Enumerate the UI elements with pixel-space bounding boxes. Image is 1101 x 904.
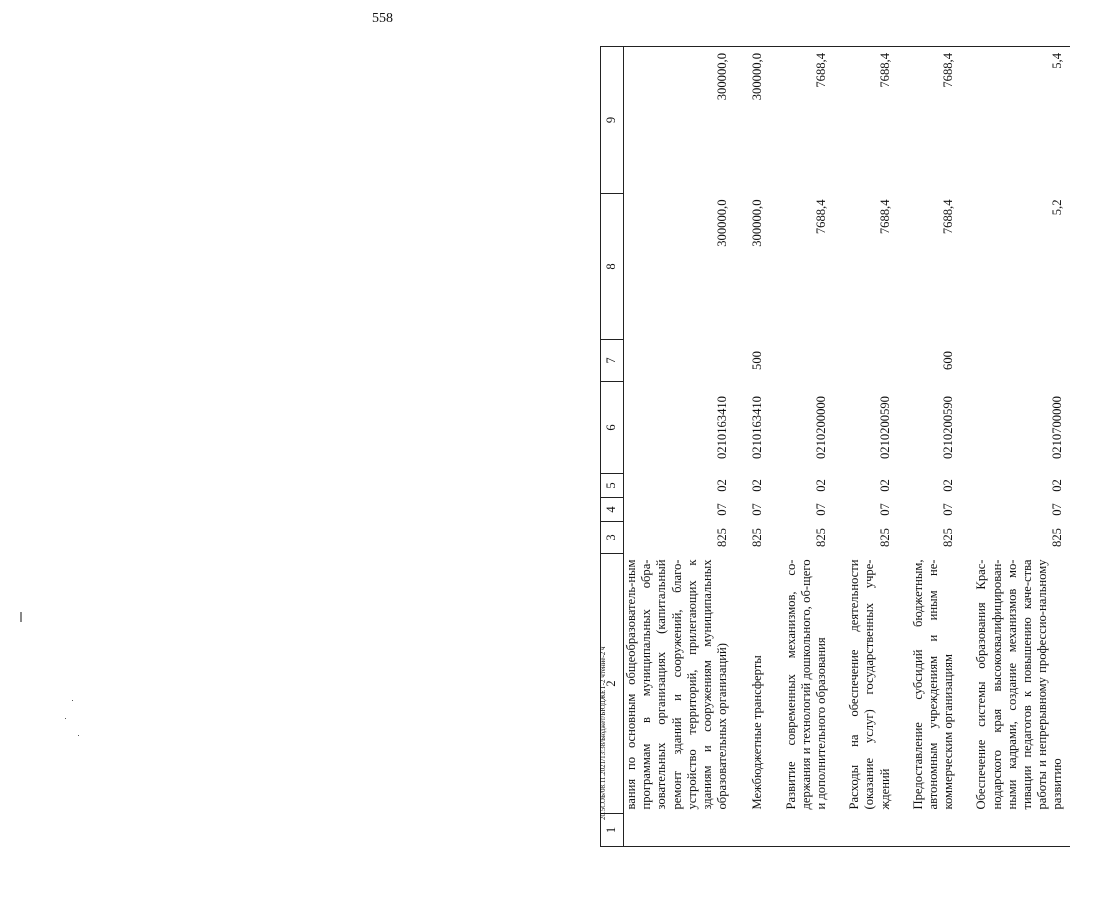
row-csr: 0210163410 (715, 396, 730, 459)
col-header-6: 6 (601, 382, 624, 474)
row-ved: 825 (941, 528, 956, 547)
col-header-5: 5 (601, 474, 624, 498)
table-cell-empty (624, 814, 735, 847)
row-rz: 07 (750, 503, 765, 516)
row-pr: 02 (1050, 479, 1065, 492)
row-pr: 02 (715, 479, 730, 492)
table-row (897, 47, 961, 847)
row-sum-8: 5,2 (1050, 199, 1065, 216)
row-pr: 02 (750, 479, 765, 492)
row-name: Расходы на обеспечение деятельности (оказание услуг) государственных учре-ждений (847, 559, 892, 810)
row-ved: 825 (750, 528, 765, 547)
row-sum-8: 7688,4 (941, 199, 956, 235)
table-cell-empty (897, 814, 961, 847)
row-ved: 825 (877, 528, 892, 547)
budget-table-page (600, 47, 1101, 847)
row-vr (833, 340, 897, 382)
row-name: вания по основным общеобразователь-ным программам в муниципальных обра-зовательных организациях (капитальный ремонт зданий и сооружений, благо-устройство территорий, прилегающих к зданиям и сооружениям муниципальных образовательных организаций) (624, 559, 730, 810)
row-rz: 07 (715, 503, 730, 516)
table-row (734, 47, 769, 847)
row-vr (624, 340, 735, 382)
col-header-4: 4 (601, 498, 624, 522)
row-vr (960, 340, 1069, 382)
row-pr: 02 (877, 479, 892, 492)
row-rz: 07 (877, 503, 892, 516)
row-csr: 0210700000 (1050, 396, 1065, 459)
table-cell-empty (734, 814, 769, 847)
row-csr: 0210200590 (941, 396, 956, 459)
row-sum-8: 7688,4 (877, 199, 892, 235)
scan-mark (20, 612, 22, 622)
row-sum-9: 7688,4 (833, 47, 897, 194)
row-vr: 600 (941, 351, 956, 370)
scan-dot (65, 718, 66, 719)
footer-code: 20.5СОБ/08.11.2021/13:38/Бюджет/БЮДЖЕТ-2 чтение-2 ч (599, 646, 607, 820)
row-name: Предоставление субсидий бюджетным, автономным учреждениям и иным не-коммерческим организациям (910, 559, 956, 810)
scan-dot (78, 735, 79, 736)
col-header-7: 7 (601, 340, 624, 382)
col-header-8: 8 (601, 194, 624, 340)
row-sum-9: 300000,0 (624, 47, 735, 194)
table-row (770, 47, 834, 847)
row-name: Развитие современных механизмов, со-держания и технологий дошкольного, об-щего и дополнительного образования (783, 559, 829, 810)
row-rz: 07 (814, 503, 829, 516)
row-pr: 02 (814, 479, 829, 492)
row-csr: 0210200590 (877, 396, 892, 459)
table-row (960, 47, 1069, 847)
row-ved: 825 (715, 528, 730, 547)
table-cell-empty (770, 814, 834, 847)
row-sum-9: 7688,4 (770, 47, 834, 194)
row-sum-8: 300000,0 (750, 199, 765, 247)
row-rz: 07 (1050, 503, 1065, 516)
row-sum-8: 7688,4 (814, 199, 829, 235)
table-cell-empty (960, 814, 1069, 847)
budget-table (600, 46, 1070, 847)
row-name: Обеспечение системы образования Крас-нодарского края высококвалифицирован-ными кадрами, создание механизмов мо-тивации педагогов к повышению каче-ства работы и непрерывному профессио-нальному развитию (974, 559, 1065, 810)
row-sum-9: 7688,4 (897, 47, 961, 194)
row-sum-9: 300000,0 (734, 47, 769, 194)
row-rz: 07 (941, 503, 956, 516)
col-header-9: 9 (601, 47, 624, 194)
row-ved: 825 (1050, 528, 1065, 547)
row-csr: 0210163410 (750, 396, 765, 459)
table-row (624, 47, 735, 847)
col-header-2: 2 (601, 554, 624, 814)
col-header-3: 3 (601, 522, 624, 554)
row-ved: 825 (814, 528, 829, 547)
col-header-1: 1 (601, 814, 624, 847)
page-number: 558 (372, 11, 393, 26)
row-sum-9: 5,4 (960, 47, 1069, 194)
row-pr: 02 (941, 479, 956, 492)
row-sum-8: 300000,0 (715, 199, 730, 247)
table-row (833, 47, 897, 847)
row-vr: 500 (750, 351, 765, 370)
row-name: Межбюджетные трансферты (750, 655, 765, 810)
row-vr (770, 340, 834, 382)
row-csr: 0210200000 (814, 396, 829, 459)
table-cell-empty (833, 814, 897, 847)
scan-dot (72, 700, 73, 701)
